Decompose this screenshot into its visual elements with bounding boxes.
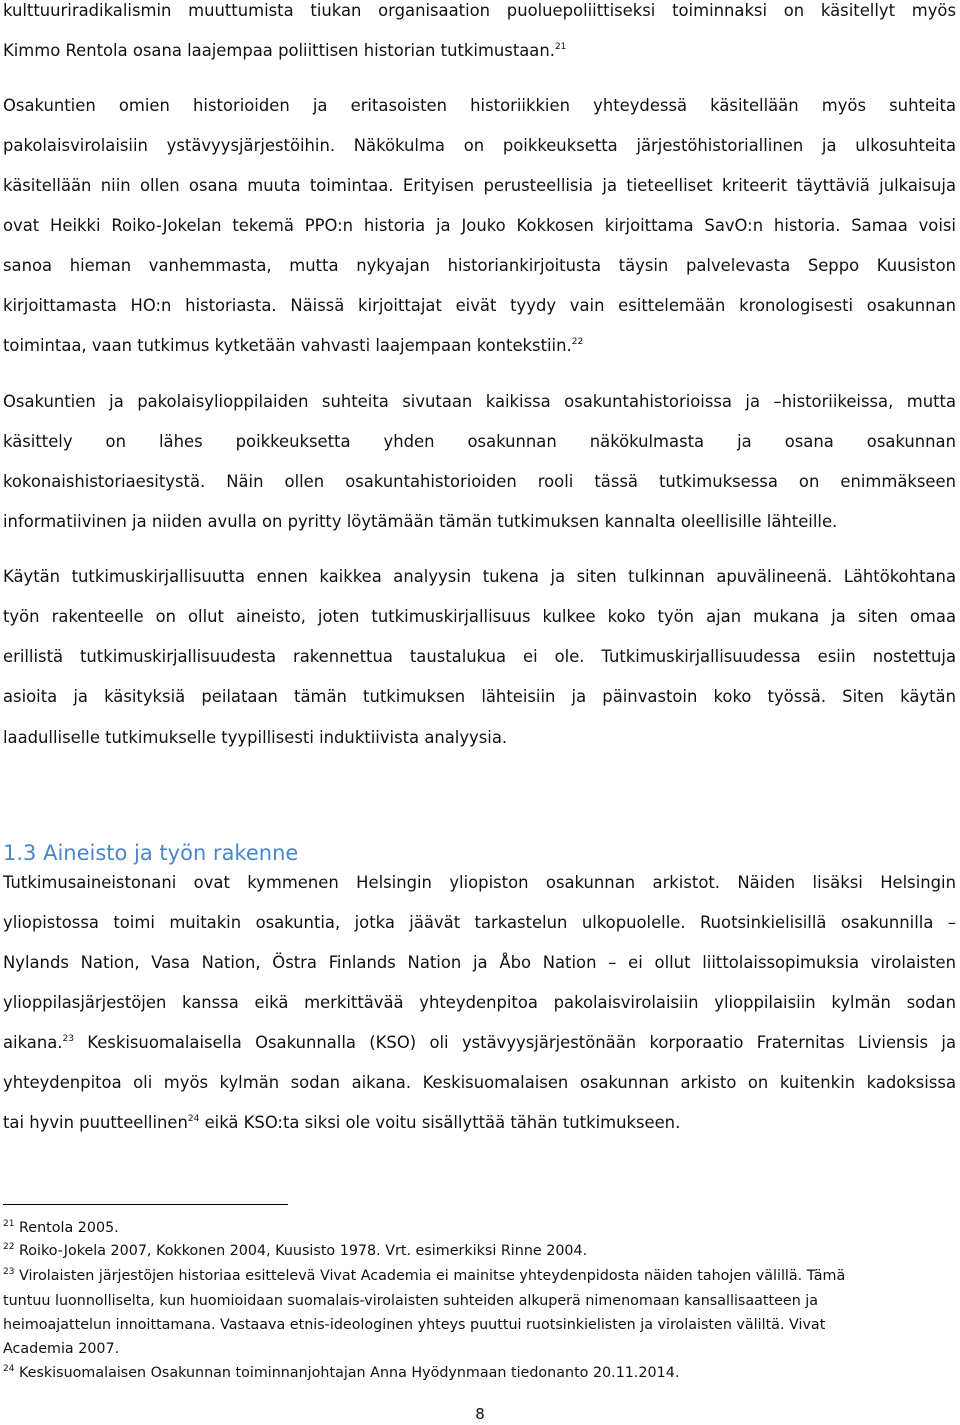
body-line (3, 1112, 956, 1134)
footnote-number: 21 (3, 1219, 15, 1229)
body-line: informatiivinen ja niiden avulla on pyritty löytämään tämän tutkimuksen kannalta oleellisille lähteille. (3, 512, 838, 531)
footnote-number: 23 (3, 1267, 15, 1277)
footnote-23-line: heimoajattelun innoittamana. Vastaava etnis-ideologinen yhteys puuttui ruotsinkielisten ja virolaisten väliltä. Vivat (3, 1317, 826, 1333)
body-line: asioita ja käsityksiä peilataan tämän tutkimuksen lähteisiin ja päinvastoin koko työssä. Siten käytän (3, 687, 956, 706)
footnote-24 (3, 1364, 956, 1382)
body-text: aikana. (3, 1033, 63, 1052)
body-line: kirjoittamasta HO:n historiasta. Näissä kirjoittajat eivät tyydy vain esittelemään kronologisesti osakunnan (3, 296, 956, 315)
body-line: sanoa hieman vanhemmasta, mutta nykyajan historiankirjoitusta täysin palvelevasta Seppo Kuusiston (3, 256, 956, 275)
body-line: Osakuntien omien historioiden ja eritasoisten historiikkien yhteydessä käsitellään myös suhteita (3, 96, 956, 115)
footnote-21 (3, 1219, 956, 1237)
body-line (3, 1032, 956, 1054)
body-line: laadulliselle tutkimukselle tyypillisesti induktiivista analyysia. (3, 728, 508, 747)
section-number: 1.3 (3, 841, 37, 865)
footnote-separator (3, 1204, 288, 1205)
footnote-number: 22 (3, 1242, 15, 1252)
body-line: ovat Heikki Roiko-Jokelan tekemä PPO:n historia ja Jouko Kokkosen kirjoittama SavO:n historia. Samaa voisi (3, 216, 956, 235)
body-line (3, 335, 956, 357)
body-line: ylioppilasjärjestöjen kanssa eikä merkittävää yhteydenpitoa pakolaisvirolaisiin ylioppilaisiin kylmän sodan (3, 993, 956, 1012)
section-title: Aineisto ja työn rakenne (43, 841, 299, 865)
footnote-text: Virolaisten järjestöjen historiaa esittelevä Vivat Academia ei mainitse yhteydenpidosta näiden tahojen välillä. Tämä (14, 1268, 846, 1284)
body-line: yliopistossa toimi muitakin osakuntia, jotka jäävät tarkastelun ulkopuolelle. Ruotsinkielisillä osakunnilla – (3, 913, 956, 932)
footnote-ref[interactable]: 21 (554, 42, 567, 52)
footnote-23-line: tuntuu luonnolliselta, kun huomioidaan suomalais-virolaisten suhteiden alkuperä nimenomaan kansallisaatteen ja (3, 1293, 819, 1309)
footnote-number: 24 (3, 1364, 15, 1374)
body-line: kulttuuriradikalismin muuttumista tiukan organisaation puoluepoliittiseksi toiminnaksi on käsitellyt myös (3, 1, 956, 20)
body-line: yhteydenpitoa oli myös kylmän sodan aikana. Keskisuomalaisen osakunnan arkisto on kuitenkin kadoksissa (3, 1073, 956, 1092)
section-heading (3, 840, 298, 866)
body-line: käsitellään niin ollen osana muuta toimintaa. Erityisen perusteellisia ja tieteelliset kriteerit täyttäviä julkaisuja (3, 176, 956, 195)
body-line: erillistä tutkimuskirjallisuudesta rakennettua taustalukua ei ole. Tutkimuskirjallisuudessa esiin nostettuja (3, 647, 956, 666)
body-text: toimintaa, vaan tutkimus kytketään vahvasti laajempaan kontekstiin. (3, 336, 572, 355)
footnote-22 (3, 1242, 956, 1260)
body-line: Tutkimusaineistonani ovat kymmenen Helsingin yliopiston osakunnan arkistot. Näiden lisäksi Helsingin (3, 873, 956, 892)
body-line: työn rakenteelle on ollut aineisto, joten tutkimuskirjallisuus kulkee koko työn ajan mukana ja siten omaa (3, 607, 956, 626)
body-line (3, 40, 956, 62)
footnote-23 (3, 1267, 956, 1285)
body-line: Nylands Nation, Vasa Nation, Östra Finlands Nation ja Åbo Nation – ei ollut liittolaissopimuksia virolaisten (3, 953, 956, 972)
footnote-23-line: Academia 2007. (3, 1341, 120, 1357)
page-number: 8 (475, 1405, 485, 1423)
footnote-ref[interactable]: 22 (571, 337, 584, 347)
footnote-text: Roiko-Jokela 2007, Kokkonen 2004, Kuusisto 1978. Vrt. esimerkiksi Rinne 2004. (14, 1243, 588, 1259)
body-line: kokonaishistoriaesitystä. Näin ollen osakuntahistorioiden rooli tässä tutkimuksessa on enimmäkseen (3, 472, 956, 491)
body-text: tai hyvin puutteellinen (3, 1113, 188, 1132)
body-line: Käytän tutkimuskirjallisuutta ennen kaikkea analyysin tukena ja siten tulkinnan apuvälineenä. Lähtökohtana (3, 567, 956, 586)
body-text: Kimmo Rentola osana laajempaa poliittisen historian tutkimustaan. (3, 41, 555, 60)
footnote-ref[interactable]: 24 (187, 1114, 200, 1124)
body-line: Osakuntien ja pakolaisylioppilaiden suhteita sivutaan kaikissa osakuntahistorioissa ja –historiikeissa, mutta (3, 392, 956, 411)
body-text: Keskisuomalaisella Osakunnalla (KSO) oli ystävyysjärjestönään korporaatio Fraternitas Liviensis ja (73, 1033, 956, 1052)
body-line: käsittely on lähes poikkeuksetta yhden osakunnan näkökulmasta ja osana osakunnan (3, 432, 956, 451)
footnote-ref[interactable]: 23 (62, 1034, 74, 1044)
body-line: pakolaisvirolaisiin ystävyysjärjestöihin. Näkökulma on poikkeuksetta järjestöhistoriallinen ja ulkosuhteita (3, 136, 956, 155)
body-text: eikä KSO:ta siksi ole voitu sisällyttää tähän tutkimukseen. (199, 1113, 681, 1132)
footnote-text: Keskisuomalaisen Osakunnan toiminnanjohtajan Anna Hyödynmaan tiedonanto 20.11.2014. (14, 1365, 680, 1381)
footnote-text: Rentola 2005. (14, 1220, 119, 1236)
